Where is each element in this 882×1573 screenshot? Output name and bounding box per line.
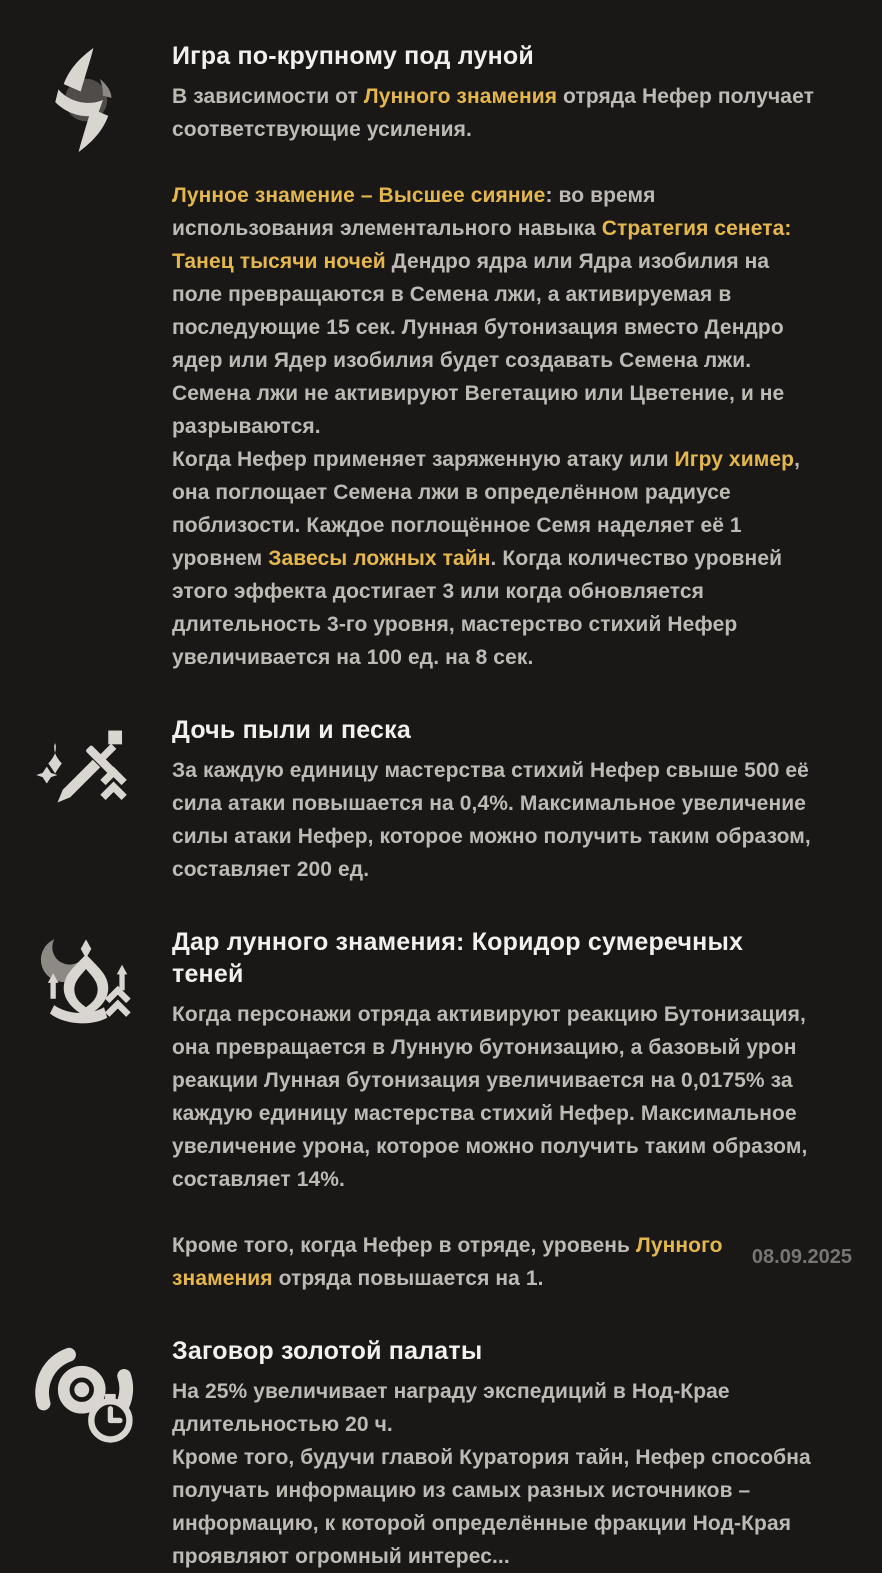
moon-bud-icon <box>33 930 139 1042</box>
talent-paragraph <box>172 179 816 443</box>
talent-section <box>0 714 816 886</box>
text-run: : во время использования элементального навыка <box>172 184 656 240</box>
text-run: Когда Нефер применяет заряженную атаку или <box>172 448 675 471</box>
talent-icon-cell <box>0 714 172 886</box>
talent-content <box>172 714 816 886</box>
talent-paragraph <box>172 80 816 146</box>
text-run: За каждую единицу мастерства стихий Нефер свыше 500 её сила атаки повышается на 0,4%. Максимальное увеличение силы атаки Нефер, которое можно получить таким образом, составляет 200 ед. <box>172 759 811 881</box>
talent-paragraph <box>172 1375 816 1441</box>
text-run: Кроме того, когда Нефер в отряде, уровень <box>172 1234 636 1257</box>
text-run: отряда Нефер получает соответствующие усиления. <box>172 85 814 141</box>
talent-title: Дочь пыли и песка <box>172 716 411 744</box>
talent-paragraph <box>172 1441 816 1573</box>
burst-swirl-icon <box>33 44 139 156</box>
keyword-highlight: Стратегия сенета: Танец тысячи ночей <box>172 217 792 273</box>
talent-paragraphs <box>172 1375 816 1573</box>
talent-content <box>172 926 816 1295</box>
talent-paragraph <box>172 1229 816 1295</box>
text-run: Дендро ядра или Ядра изобилия на поле превращаются в Семена лжи, а активируемая в последующие 15 сек. Лунная бутонизация вместо Дендро ядер или Ядер изобилия будет создавать Семена лжи. Семена лжи не активируют Вегетацию или Цветение, и не разрываются. <box>172 250 785 438</box>
sword-sparkle-icon <box>33 718 139 830</box>
talent-paragraph <box>172 443 816 674</box>
keyword-highlight: Лунное знамение – Высшее сияние <box>172 184 546 207</box>
talent-icon-cell <box>0 40 172 674</box>
keyword-highlight: Завесы ложных тайн <box>268 547 491 570</box>
talent-paragraphs <box>172 80 816 674</box>
talent-paragraphs <box>172 754 816 886</box>
text-run: На 25% увеличивает награду экспедиций в Нод-Крае длительностью 20 ч. <box>172 1380 730 1436</box>
talent-content <box>172 40 816 674</box>
talent-section <box>0 926 816 1295</box>
talent-icon-cell <box>0 926 172 1295</box>
talent-paragraph <box>172 998 816 1196</box>
text-run: Кроме того, будучи главой Куратория тайн, Нефер способна получать информацию из самых разных источников – информацию, к которой определённые фракции Нод-Края проявляют огромный интерес... <box>172 1446 811 1568</box>
talent-title: Заговор золотой палаты <box>172 1337 483 1365</box>
talent-title: Игра по-крупному под луной <box>172 42 534 70</box>
talent-paragraphs <box>172 998 816 1295</box>
text-run: . Когда количество уровней этого эффекта достигает 3 или когда обновляется длительность 3-го уровня, мастерство стихий Нефер увеличивается на 100 ед. на 8 сек. <box>172 547 783 669</box>
spiral-stopwatch-icon <box>33 1339 139 1451</box>
text-run: , она поглощает Семена лжи в определённом радиусе поблизости. Каждое поглощённое Семя наделяет её 1 уровнем <box>172 448 801 570</box>
keyword-highlight: Игру химер <box>674 448 795 471</box>
talent-section <box>0 1335 816 1573</box>
text-run: отряда повышается на 1. <box>272 1267 544 1290</box>
talent-title: Дар лунного знамения: Коридор сумеречных теней <box>172 928 744 988</box>
talent-icon-cell <box>0 1335 172 1573</box>
keyword-highlight: Лунного знамения <box>172 1234 723 1290</box>
talent-paragraph <box>172 754 816 886</box>
keyword-highlight: Лунного знамения <box>363 85 558 108</box>
text-run: В зависимости от <box>172 85 364 108</box>
text-run: Когда персонажи отряда активируют реакцию Бутонизация, она превращается в Лунную бутонизацию, а базовый урон реакции Лунная бутонизация увеличивается на 0,0175% за каждую единицу мастерства стихий Нефер. Максимальное увеличение урона, которое можно получить таким образом, составляет 14%. <box>172 1003 808 1191</box>
talent-section <box>0 40 816 674</box>
date-label: 08.09.2025 <box>751 1246 852 1268</box>
talent-content <box>172 1335 816 1573</box>
